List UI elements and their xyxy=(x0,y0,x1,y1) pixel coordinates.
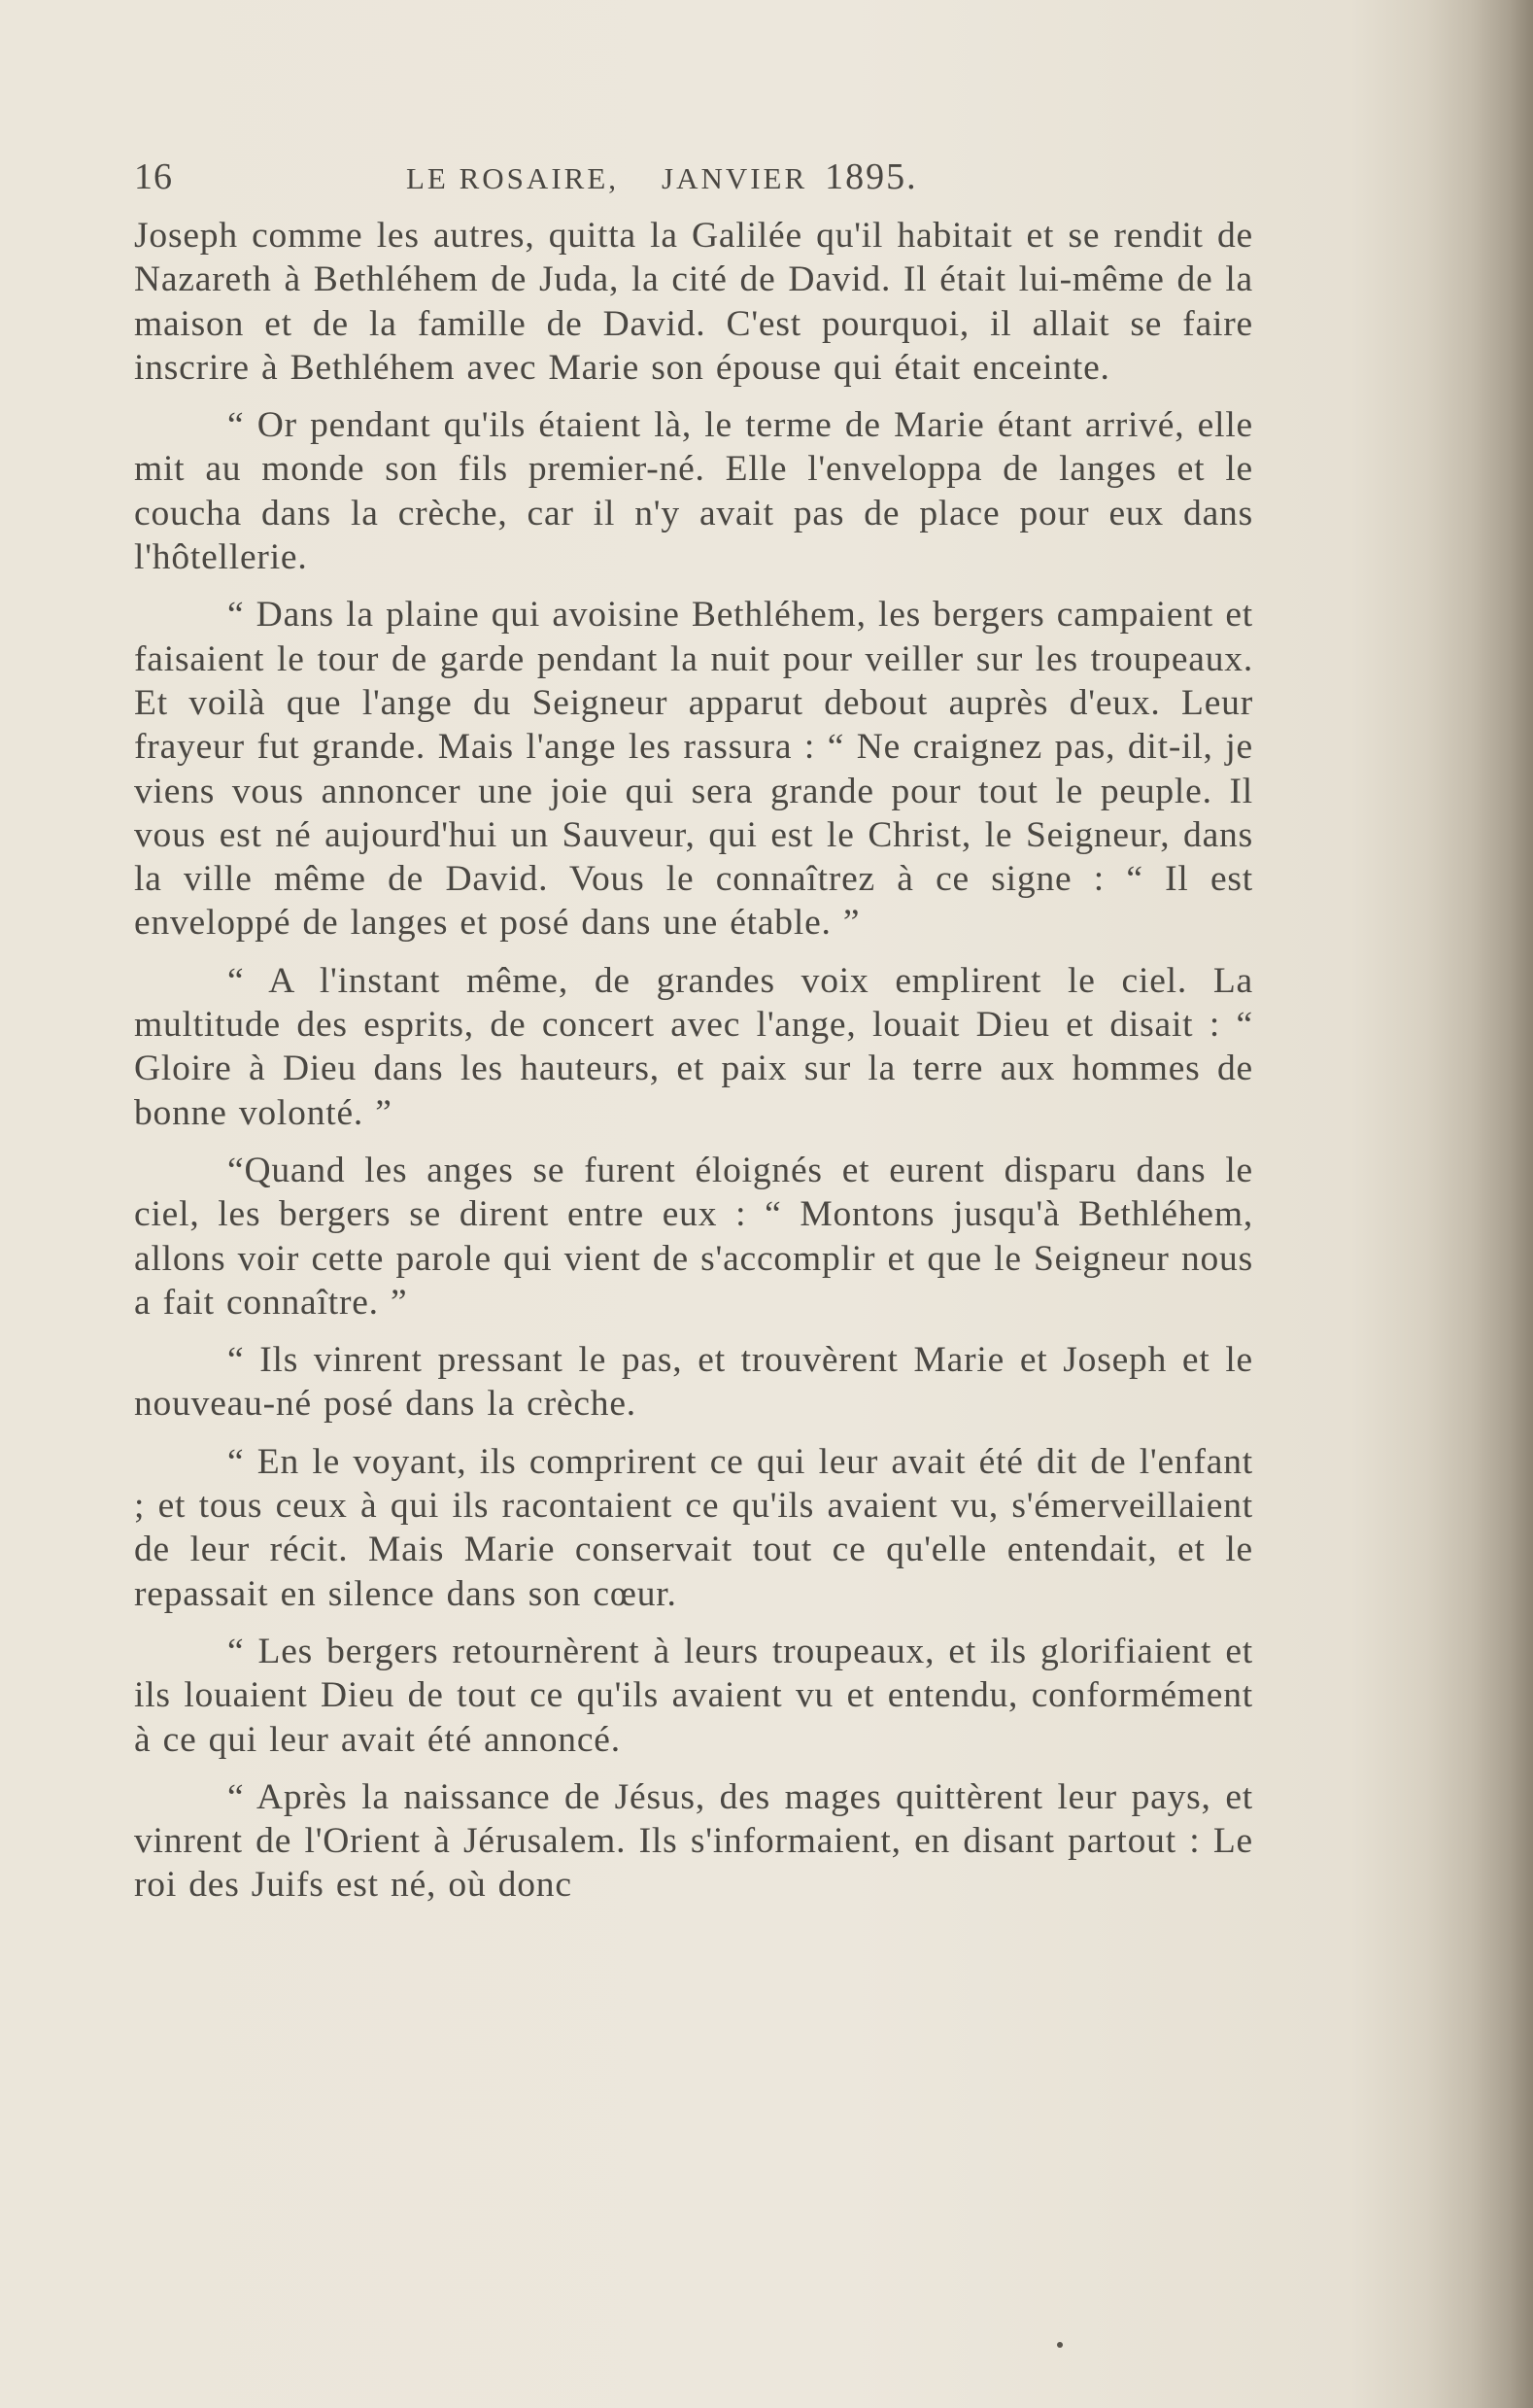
paragraph-8: “ Les bergers retournèrent à leurs troupeaux, et ils glorifiaient et ils louaient Dieu de tout ce qu'ils avaient vu et entendu, conformément à ce qui leur avait été annoncé. xyxy=(134,1631,1253,1760)
paragraph-5: “Quand les anges se furent éloignés et eurent disparu dans le ciel, les bergers se dirent entre eux : “ Montons jusqu'à Bethléhem, allons voir cette parole qui vient de s'accomplir et que le Seigneur nous a fait connaître. ” xyxy=(134,1150,1253,1323)
paragraph-6: “ Ils vinrent pressant le pas, et trouvèrent Marie et Joseph et le nouveau-né posé dans la crèche. xyxy=(134,1340,1253,1425)
issue-year: 1895. xyxy=(825,156,918,197)
issue-month: JANVIER xyxy=(662,161,808,195)
paper-speck xyxy=(1057,2342,1063,2348)
body-text xyxy=(134,214,1253,1908)
paragraph-7: “ En le voyant, ils comprirent ce qui leur avait été dit de l'enfant ; et tous ceux à qui ils racontaient ce qu'ils avaient vu, s'émerveillaient de leur récit. Mais Marie conservait tout ce qu'elle entendait, et le repassait en silence dans son cœur. xyxy=(134,1441,1253,1614)
paragraph-1: Joseph comme les autres, quitta la Galilée qu'il habitait et se rendit de Nazareth à Bethléhem de Juda, la cité de David. Il était lui-même de la maison et de la famille de David. C'est pourquoi, il allait se faire inscrire à Bethléhem avec Marie son épouse qui était enceinte. xyxy=(134,216,1253,388)
page-number: 16 xyxy=(134,156,173,197)
running-head xyxy=(134,155,1253,214)
paragraph-4: “ A l'instant même, de grandes voix emplirent le ciel. La multitude des esprits, de concert avec l'ange, louait Dieu et disait : “ Gloire à Dieu dans les hauteurs, et paix sur la terre aux hommes de bonne volonté. ” xyxy=(134,960,1253,1133)
paragraph-3: “ Dans la plaine qui avoisine Bethléhem, les bergers campaient et faisaient le tour de garde pendant la nuit pour veiller sur les troupeaux. Et voilà que l'ange du Seigneur apparut debout auprès d'eux. Leur frayeur fut grande. Mais l'ange les rassura : “ Ne craignez pas, dit-il, je viens vous annoncer une joie qui sera grande pour tout le peuple. Il vous est né aujourd'hui un Sauveur, qui est le Christ, le Seigneur, dans la ville même de David. Vous le connaîtrez à ce signe : “ Il est enveloppé de langes et posé dans une étable. ” xyxy=(134,595,1253,944)
paragraph-9: “ Après la naissance de Jésus, des mages quittèrent leur pays, et vinrent de l'Orient à Jérusalem. Ils s'informaient, en disant partout : Le roi des Juifs est né, où donc xyxy=(134,1776,1253,1906)
paragraph-2: “ Or pendant qu'ils étaient là, le terme de Marie étant arrivé, elle mit au monde son fils premier-né. Elle l'enveloppa de langes et le coucha dans la crèche, car il n'y avait pas de place pour eux dans l'hôtellerie. xyxy=(134,405,1253,578)
text-block xyxy=(134,155,1253,1921)
periodical-title: LE ROSAIRE, xyxy=(406,161,619,195)
